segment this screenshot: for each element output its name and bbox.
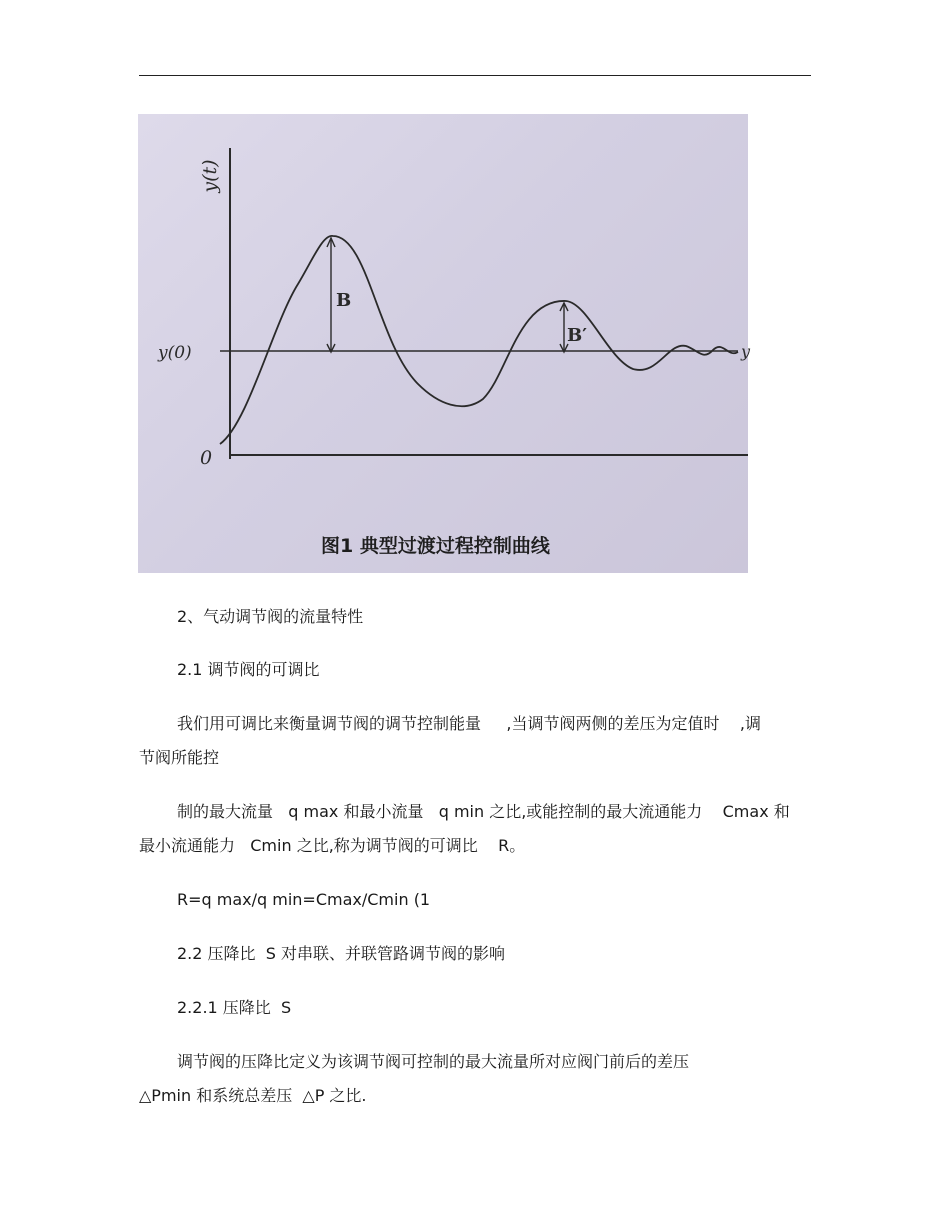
section-heading-2-2-1: 2.2.1 压降比 S bbox=[177, 998, 292, 1017]
paragraph-2-line-2: 最小流通能力 Cmin 之比,称为调节阀的可调比 R。 bbox=[139, 836, 526, 855]
paragraph-3-line-1: 调节阀的压降比定义为该调节阀可控制的最大流量所对应阀门前后的差压 bbox=[177, 1052, 690, 1071]
section-heading-2-2: 2.2 压降比 S 对串联、并联管路调节阀的影响 bbox=[177, 944, 505, 963]
figure-photo bbox=[138, 114, 751, 573]
figure-caption: 图1 典型过渡过程控制曲线 bbox=[321, 535, 550, 557]
peak1-label: B bbox=[336, 290, 352, 311]
section-heading-2: 2、气动调节阀的流量特性 bbox=[177, 607, 364, 626]
transition-curve-figure bbox=[138, 114, 751, 573]
paragraph-2-line-1: 制的最大流量 q max 和最小流量 q min 之比,或能控制的最大流通能力 Cmax 和 bbox=[177, 802, 790, 821]
baseline-label: y(0) bbox=[158, 343, 192, 363]
paragraph-1-line-1: 我们用可调比来衡量调节阀的调节控制能量 ,当调节阀两侧的差压为定值时 ,调 bbox=[177, 714, 761, 733]
formula-line: R=q max/q min=Cmax/Cmin (1 bbox=[177, 890, 431, 909]
header-rule bbox=[139, 75, 811, 76]
paragraph-3-line-2: △Pmin 和系统总差压 △P 之比. bbox=[139, 1086, 367, 1105]
peak2-label: B′ bbox=[567, 325, 587, 346]
section-heading-2-1: 2.1 调节阀的可调比 bbox=[177, 660, 320, 679]
origin-label: 0 bbox=[200, 447, 213, 469]
paragraph-1-line-2: 节阀所能控 bbox=[139, 748, 220, 767]
response-curve bbox=[220, 236, 738, 444]
y-axis-label: y(t) bbox=[199, 159, 221, 193]
x-axis-label: y bbox=[741, 342, 751, 361]
